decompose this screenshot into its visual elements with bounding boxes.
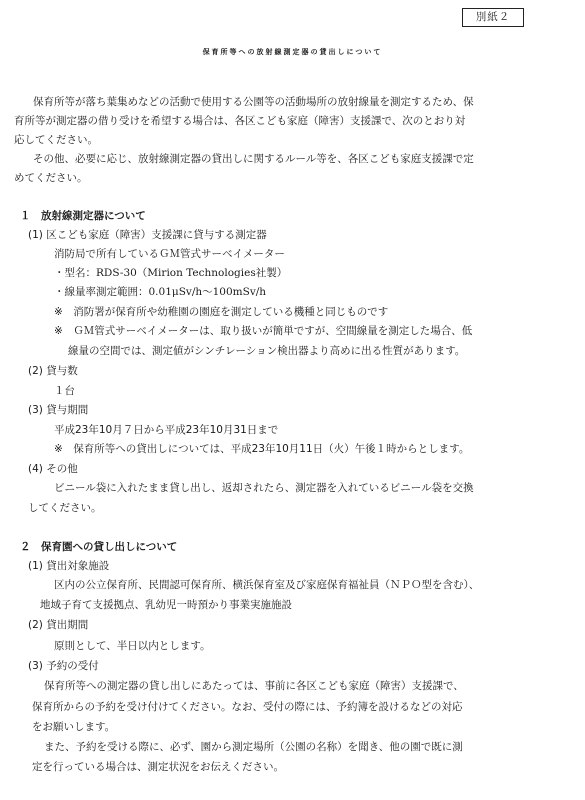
- section-2-item-3-line-4: また、予約を受ける際に、必ず、園から測定場所（公園の名称）を聞き、他の園で既に測: [44, 741, 463, 753]
- section-1-item-1-description: 消防局で所有しているＧＭ管式サーベイメーター: [54, 248, 285, 260]
- section-2-item-2-value: 原則として、半日以内とします。: [54, 640, 211, 652]
- section-1-measurement-range: ・線量率測定範囲：0.01μSv/h～100mSv/h: [54, 286, 267, 298]
- section-2-item-1-label: (1) 貸出対象施設: [28, 560, 110, 572]
- section-2-item-3-label: (3) 予約の受付: [28, 660, 99, 672]
- section-2-item-2-label: (2) 貸出期間: [28, 619, 89, 631]
- section-1-item-3-label: (3) 貸与期間: [28, 404, 89, 416]
- section-2-item-3-line-2: 保育所からの予約を受け付けてください。なお、受付の際には、予約簿を設けるなどの対応: [32, 701, 463, 713]
- section-1-item-1-label: (1) 区こども家庭（障害）支援課に貸与する測定器: [28, 229, 267, 241]
- section-2-item-3-line-1: 保育所等への測定器の貸し出しにあたっては、事前に各区こども家庭（障害）支援課で、: [44, 680, 464, 692]
- section-2-item-1-line-2: 地域子育て支援拠点、乳幼児一時預かり事業実施施設: [40, 599, 292, 611]
- section-2-item-3-line-5: 定を行っている場合は、測定状況をお伝えください。: [32, 761, 284, 773]
- intro-paragraph-1-line-2: 育所等が測定器の借り受けを希望する場合は、各区こども家庭（障害）支援課で、次のとおり対: [14, 115, 466, 127]
- section-2-item-1-line-1: 区内の公立保育所、民間認可保育所、横浜保育室及び家庭保育福祉員（ＮＰＯ型を含む）、: [54, 579, 480, 591]
- section-2-item-3-line-3: をお願いします。: [32, 721, 116, 733]
- section-1-note-2-line-2: 線量の空間では、測定値がシンチレーション検出器より高めに出る性質があります。: [68, 345, 466, 357]
- section-1-item-4-line-2: してください。: [28, 502, 102, 514]
- intro-paragraph-1-line-3: 応してください。: [14, 134, 98, 146]
- section-1-heading: １ 放射線測定器について: [20, 210, 146, 222]
- section-1-note-2-line-1: ※ ＧＭ管式サーベイメーターは、取り扱いが簡単ですが、空間線量を測定した場合、低: [54, 325, 473, 337]
- section-1-item-2-value: １台: [54, 385, 75, 397]
- section-1-item-3-value: 平成23年10月７日から平成23年10月31日まで: [54, 424, 279, 436]
- document-title: 保育所等への放射線測定器の貸出しについて: [202, 48, 383, 56]
- section-1-item-4-line-1: ビニール袋に入れたまま貸し出し、返却されたら、測定器を入れているビニール袋を交換: [54, 482, 474, 494]
- intro-paragraph-2-line-2: めてください。: [14, 172, 88, 184]
- attachment-label: 別紙２: [462, 8, 524, 27]
- section-1-note-1: ※ 消防署が保育所や幼稚園の園庭を測定している機種と同じものです: [54, 306, 389, 318]
- section-2-heading: ２ 保育園への貸し出しについて: [20, 541, 178, 553]
- section-1-item-4-label: (4) その他: [28, 463, 78, 475]
- section-1-item-3-note: ※ 保育所等への貸出しについては、平成23年10月11日（火）午後１時からとします。: [54, 443, 470, 455]
- section-1-model-name: ・型名：RDS-30（Mirion Technologies社製）: [54, 267, 288, 279]
- intro-paragraph-2-line-1: その他、必要に応じ、放射線測定器の貸出しに関するルール等を、各区こども家庭支援課で定: [33, 153, 474, 165]
- intro-paragraph-1-line-1: 保育所等が落ち葉集めなどの活動で使用する公園等の活動場所の放射線量を測定するため、保: [33, 96, 474, 108]
- section-1-item-2-label: (2) 貸与数: [28, 365, 78, 377]
